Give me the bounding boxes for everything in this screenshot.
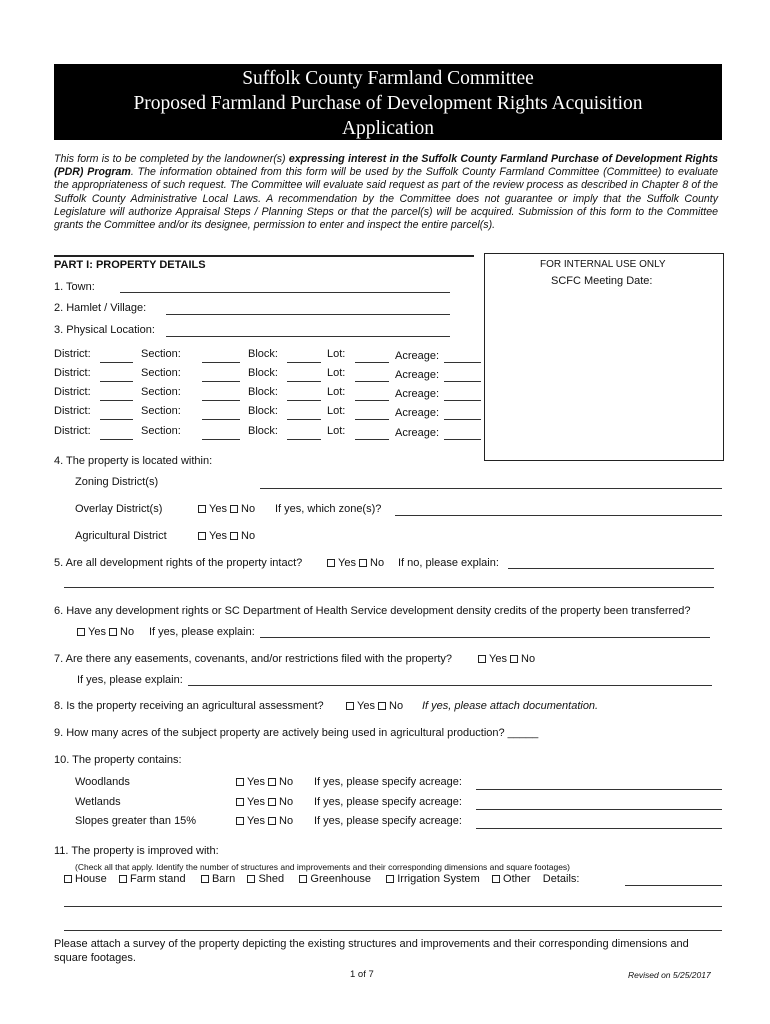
town-label: 1. Town: bbox=[54, 281, 95, 293]
location-label: 3. Physical Location: bbox=[54, 324, 155, 336]
yes-label: Yes bbox=[247, 796, 265, 808]
page-number: 1 of 7 bbox=[350, 969, 374, 980]
internal-title: FOR INTERNAL USE ONLY bbox=[540, 259, 666, 270]
q11-note: (Check all that apply. Identify the number of structures and improvements and their corresponding dimensions and square footages) bbox=[75, 862, 571, 872]
no-label: No bbox=[279, 796, 294, 808]
q8-note: If yes, please attach documentation. bbox=[422, 700, 599, 712]
block-label: Block: bbox=[248, 425, 278, 437]
title-banner bbox=[54, 64, 722, 140]
no-label: No bbox=[241, 503, 256, 515]
agri-district-label: Agricultural District bbox=[75, 530, 167, 542]
q8-yes-no[interactable] bbox=[346, 700, 403, 712]
overlay-yes-checkbox[interactable] bbox=[198, 505, 206, 513]
greenhouse-checkbox[interactable] bbox=[299, 875, 307, 883]
no-label: No bbox=[370, 557, 385, 569]
yes-label: Yes bbox=[209, 503, 227, 515]
q9-label: 9. How many acres of the subject property are actively being used in agricultural production? _____ bbox=[54, 727, 539, 739]
acreage-label: Acreage: bbox=[395, 427, 440, 439]
block-label: Block: bbox=[248, 348, 278, 360]
lot-field-2[interactable] bbox=[355, 381, 389, 382]
greenhouse-label: Greenhouse bbox=[310, 873, 371, 885]
overlay-no-checkbox[interactable] bbox=[230, 505, 238, 513]
yes-label: Yes bbox=[247, 776, 265, 788]
slopes-specify-label: If yes, please specify acreage: bbox=[314, 815, 462, 827]
intro-bold: expressing interest in the Suffolk County Farmland Purchase of Development Rights (PDR) Program bbox=[54, 153, 718, 179]
q5-explain-field[interactable] bbox=[508, 568, 714, 569]
woodlands-yes-checkbox[interactable] bbox=[236, 778, 244, 786]
no-label: No bbox=[241, 530, 256, 542]
wetlands-label: Wetlands bbox=[75, 796, 121, 808]
yes-label: Yes bbox=[88, 626, 106, 638]
lot-field-3[interactable] bbox=[355, 400, 389, 401]
acreage-field-1[interactable] bbox=[444, 362, 481, 363]
wetlands-acreage-field[interactable] bbox=[476, 809, 722, 810]
part1-title: PART I: PROPERTY DETAILS bbox=[54, 259, 206, 271]
lot-label: Lot: bbox=[327, 386, 346, 398]
q8-label: 8. Is the property receiving an agricultural assessment? bbox=[54, 700, 324, 712]
woodlands-no-checkbox[interactable] bbox=[268, 778, 276, 786]
q7-explain-label: If yes, please explain: bbox=[77, 674, 183, 686]
lot-label: Lot: bbox=[327, 367, 346, 379]
farmstand-checkbox[interactable] bbox=[119, 875, 127, 883]
no-label: No bbox=[279, 815, 294, 827]
other-checkbox[interactable] bbox=[492, 875, 500, 883]
intro-text-2: . The information obtained from this form will be used by the Suffolk County Farmland Committee (Committee) to evaluate the appropriateness of such request. The Committee will evaluate said request as part of the review process as described in Chapter 8 of the Suffolk County Administrative Local Laws. A recommendation by the Committee does not guarantee or imply that the Suffolk County Legislature will authorize Appraisal Steps / Planning Steps or that the parcel(s) will be acquired. Submission of this form to the Committee grants the Committee and/or its designee, permission to enter and inspect the entire parcel(s). bbox=[54, 166, 718, 232]
district-label: District: bbox=[54, 386, 91, 398]
wetlands-yes-no[interactable] bbox=[236, 796, 293, 808]
district-label: District: bbox=[54, 348, 91, 360]
farmstand-label: Farm stand bbox=[130, 873, 186, 885]
q5-yes-no[interactable] bbox=[327, 557, 384, 569]
yes-label: Yes bbox=[338, 557, 356, 569]
district-field-3[interactable] bbox=[100, 400, 133, 401]
section-label: Section: bbox=[141, 405, 181, 417]
block-field-2[interactable] bbox=[287, 381, 321, 382]
intro-paragraph bbox=[54, 153, 718, 232]
block-field-4[interactable] bbox=[287, 419, 321, 420]
q7-no-checkbox[interactable] bbox=[510, 655, 518, 663]
q7-yes-checkbox[interactable] bbox=[478, 655, 486, 663]
wetlands-yes-checkbox[interactable] bbox=[236, 798, 244, 806]
q8-yes-checkbox[interactable] bbox=[346, 702, 354, 710]
title-line-2: Proposed Farmland Purchase of Development Rights Acquisition bbox=[133, 93, 643, 114]
yes-label: Yes bbox=[357, 700, 375, 712]
title-line-3: Application bbox=[341, 118, 435, 139]
acreage-label: Acreage: bbox=[395, 350, 440, 362]
district-field-5[interactable] bbox=[100, 439, 133, 440]
section-label: Section: bbox=[141, 348, 181, 360]
q6-yes-checkbox[interactable] bbox=[77, 628, 85, 636]
agri-yes-checkbox[interactable] bbox=[198, 532, 206, 540]
q7-yes-no[interactable] bbox=[478, 653, 535, 665]
details-field-2[interactable] bbox=[64, 906, 722, 907]
house-label: House bbox=[75, 873, 107, 885]
q8-no-checkbox[interactable] bbox=[378, 702, 386, 710]
woodlands-specify-label: If yes, please specify acreage: bbox=[314, 776, 462, 788]
meeting-date-label: SCFC Meeting Date: bbox=[551, 275, 653, 287]
q5-explain-field-2[interactable] bbox=[64, 587, 714, 588]
block-field-3[interactable] bbox=[287, 400, 321, 401]
acreage-label: Acreage: bbox=[395, 388, 440, 400]
barn-label: Barn bbox=[211, 873, 236, 885]
woodlands-yes-no[interactable] bbox=[236, 776, 293, 788]
woodlands-label: Woodlands bbox=[75, 776, 130, 788]
acreage-field-2[interactable] bbox=[444, 381, 481, 382]
overlay-which-label: If yes, which zone(s)? bbox=[275, 503, 382, 515]
q11-label: 11. The property is improved with: bbox=[54, 845, 219, 857]
q5-label: 5. Are all development rights of the property intact? bbox=[54, 557, 303, 569]
agri-yes-no[interactable] bbox=[198, 530, 255, 542]
section-label: Section: bbox=[141, 367, 181, 379]
no-label: No bbox=[279, 776, 294, 788]
acreage-field-5[interactable] bbox=[444, 439, 481, 440]
section-field-5[interactable] bbox=[202, 439, 240, 440]
section-field-1[interactable] bbox=[202, 362, 240, 363]
section-field-4[interactable] bbox=[202, 419, 240, 420]
district-field-1[interactable] bbox=[100, 362, 133, 363]
hamlet-field[interactable] bbox=[166, 314, 450, 315]
barn-checkbox[interactable] bbox=[201, 875, 209, 883]
intro-text-1: This form is to be completed by the landowner(s) bbox=[54, 153, 289, 165]
lot-field-5[interactable] bbox=[355, 439, 389, 440]
acreage-field-4[interactable] bbox=[444, 419, 481, 420]
house-checkbox[interactable] bbox=[64, 875, 72, 883]
acreage-field-3[interactable] bbox=[444, 400, 481, 401]
block-label: Block: bbox=[248, 405, 278, 417]
district-field-4[interactable] bbox=[100, 419, 133, 420]
no-label: No bbox=[389, 700, 404, 712]
section-field-2[interactable] bbox=[202, 381, 240, 382]
zoning-label: Zoning District(s) bbox=[75, 476, 159, 488]
q10-label: 10. The property contains: bbox=[54, 754, 182, 766]
block-label: Block: bbox=[248, 367, 278, 379]
district-label: District: bbox=[54, 367, 91, 379]
q5-no-checkbox[interactable] bbox=[359, 559, 367, 567]
irrigation-label: Irrigation System bbox=[397, 873, 480, 885]
hamlet-label: 2. Hamlet / Village: bbox=[54, 302, 147, 314]
district-label: District: bbox=[54, 405, 91, 417]
district-label: District: bbox=[54, 425, 91, 437]
block-label: Block: bbox=[248, 386, 278, 398]
details-field[interactable] bbox=[625, 885, 722, 886]
zoning-field[interactable] bbox=[260, 488, 722, 489]
survey-note: Please attach a survey of the property depicting the existing structures and improvements and their corresponding dimensions and square footages. bbox=[54, 938, 689, 964]
no-label: No bbox=[120, 626, 135, 638]
block-field-5[interactable] bbox=[287, 439, 321, 440]
revised-date: Revised on 5/25/2017 bbox=[628, 970, 711, 980]
lot-field-1[interactable] bbox=[355, 362, 389, 363]
q6-explain-field[interactable] bbox=[260, 637, 710, 638]
q7-label: 7. Are there any easements, covenants, and/or restrictions filed with the property? bbox=[54, 653, 453, 665]
shed-label: Shed bbox=[258, 873, 285, 885]
overlay-label: Overlay District(s) bbox=[75, 503, 163, 515]
yes-label: Yes bbox=[209, 530, 227, 542]
town-field[interactable] bbox=[120, 292, 450, 293]
lot-label: Lot: bbox=[327, 425, 346, 437]
overlay-yes-no[interactable] bbox=[198, 503, 255, 515]
q7-explain-field[interactable] bbox=[188, 685, 712, 686]
acreage-label: Acreage: bbox=[395, 369, 440, 381]
location-field[interactable] bbox=[166, 336, 450, 337]
title-line-1: Suffolk County Farmland Committee bbox=[242, 68, 534, 89]
section-label: Section: bbox=[141, 386, 181, 398]
q6-label: 6. Have any development rights or SC Department of Health Service development density credits of the property been transferred? bbox=[54, 605, 691, 617]
slopes-label: Slopes greater than 15% bbox=[75, 815, 197, 827]
q4-label: 4. The property is located within: bbox=[54, 455, 213, 467]
q6-no-checkbox[interactable] bbox=[109, 628, 117, 636]
irrigation-checkbox[interactable] bbox=[386, 875, 394, 883]
no-label: No bbox=[521, 653, 536, 665]
yes-label: Yes bbox=[489, 653, 507, 665]
agri-no-checkbox[interactable] bbox=[230, 532, 238, 540]
section-label: Section: bbox=[141, 425, 181, 437]
yes-label: Yes bbox=[247, 815, 265, 827]
q11-options bbox=[64, 873, 579, 885]
q6-explain-label: If yes, please explain: bbox=[149, 626, 255, 638]
q6-yes-no[interactable] bbox=[77, 626, 134, 638]
woodlands-acreage-field[interactable] bbox=[476, 789, 722, 790]
section-field-3[interactable] bbox=[202, 400, 240, 401]
block-field-1[interactable] bbox=[287, 362, 321, 363]
wetlands-specify-label: If yes, please specify acreage: bbox=[314, 796, 462, 808]
other-label: Other bbox=[503, 873, 531, 885]
lot-label: Lot: bbox=[327, 405, 346, 417]
q5-explain-label: If no, please explain: bbox=[398, 557, 499, 569]
part1-rule bbox=[54, 255, 474, 257]
lot-label: Lot: bbox=[327, 348, 346, 360]
slopes-no-checkbox[interactable] bbox=[268, 817, 276, 825]
wetlands-no-checkbox[interactable] bbox=[268, 798, 276, 806]
details-label: Details: bbox=[542, 873, 580, 885]
acreage-label: Acreage: bbox=[395, 407, 440, 419]
q5-yes-checkbox[interactable] bbox=[327, 559, 335, 567]
shed-checkbox[interactable] bbox=[247, 875, 255, 883]
overlay-zone-field[interactable] bbox=[395, 515, 722, 516]
slopes-yes-no[interactable] bbox=[236, 815, 293, 827]
district-field-2[interactable] bbox=[100, 381, 133, 382]
lot-field-4[interactable] bbox=[355, 419, 389, 420]
slopes-acreage-field[interactable] bbox=[476, 828, 722, 829]
details-field-3[interactable] bbox=[64, 930, 722, 931]
slopes-yes-checkbox[interactable] bbox=[236, 817, 244, 825]
